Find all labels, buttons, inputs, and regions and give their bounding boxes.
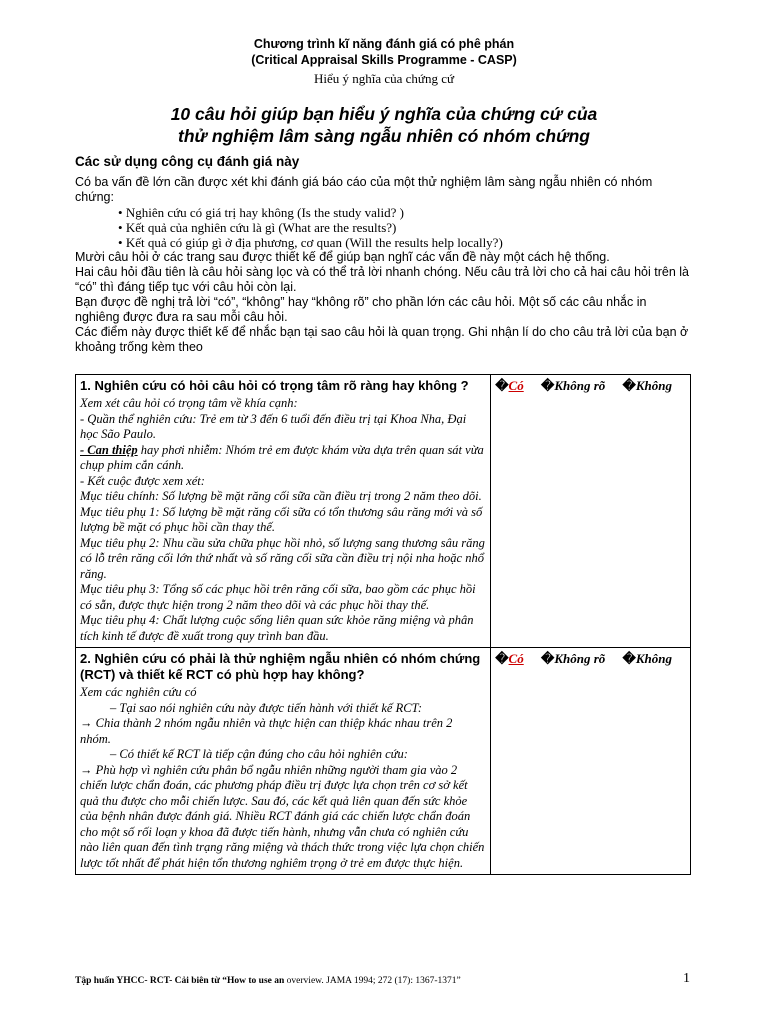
question-row	[76, 375, 691, 648]
answer-unclear[interactable]: �Không rõ	[540, 378, 606, 393]
bullet-item: • Nghiên cứu có giá trị hay không (Is the study valid? )	[75, 205, 690, 220]
answer-options	[495, 378, 686, 394]
checkbox-icon: �	[540, 651, 555, 666]
intro-bullet-list	[75, 205, 690, 250]
answer-yes[interactable]: �Có	[495, 378, 524, 393]
question-title: 1. Nghiên cứu có hỏi câu hỏi có trọng tâm rõ ràng hay không ?	[80, 378, 469, 393]
prompt-line: – Có thiết kế RCT là tiếp cận đúng cho câu hỏi nghiên cứu:	[110, 747, 408, 761]
answer-no[interactable]: �Không	[622, 378, 672, 393]
checkbox-icon: �	[495, 378, 509, 393]
checkbox-icon: �	[622, 651, 636, 666]
question-prompts	[80, 685, 486, 871]
prompt-line: Mục tiêu phụ 2: Nhu cầu sửa chữa phục hồi nhỏ, số lượng sang thương sâu răng có lỗ trên răng cối lớn thứ nhất và số răng cối sữa cần điều trị nội nha hoặc nhổ răng.	[80, 535, 485, 581]
bullet-item: • Kết quả của nghiên cứu là gì (What are the results?)	[75, 220, 690, 235]
question-title: 2. Nghiên cứu có phải là thử nghiệm ngẫu nhiên có nhóm chứng (RCT) và thiết kế RCT có phù hợp hay không?	[80, 651, 481, 682]
program-title-en: (Critical Appraisal Skills Programme - CASP)	[251, 53, 517, 67]
title-line-1: 10 câu hỏi giúp bạn hiểu ý nghĩa của chứng cứ của	[170, 104, 598, 124]
answer-cell	[491, 648, 691, 875]
answer-no[interactable]: �Không	[622, 651, 672, 666]
prompt-line: Mục tiêu chính: Số lượng bề mặt răng cối sữa cần điều trị trong 2 năm theo dõi.	[80, 489, 482, 503]
prompt-line: - Quần thể nghiên cứu: Trẻ em từ 3 đến 6 tuổi đến điều trị tại Khoa Nha, Đại học São Paulo.	[80, 411, 467, 441]
checkbox-icon: �	[622, 378, 636, 393]
program-subtitle: Hiểu ý nghĩa của chứng cứ	[313, 71, 455, 86]
prompt-line: – Tại sao nói nghiên cứu này được tiến hành với thiết kế RCT:	[110, 700, 423, 715]
prompt-line: - Kết cuộc được xem xét:	[80, 473, 205, 488]
prompt-line: → Phù hợp vì nghiên cứu phân bổ ngẫu nhiên những người tham gia vào 2 chiến lược chẩn đoán, các phương pháp điều trị được lựa chọn trên cơ sở kết quả thu được cho mỗi chiến lược. Sau đó, các kết quả liên quan đến sức khỏe của bệnh nhân được đánh giá. Nhiều RCT đánh giá các chiến lược chẩn đoán cho một số rối loạn y khoa đã được tiến hành, nhưng vẫn chưa có nghiên cứu nào liên quan đến tình trạng răng miệng và thách thức trong việc lựa chọn chiến lược tốt nhất để phát hiện tổn thương nghiêm trọng ở trẻ em được thực hiện.	[80, 762, 485, 870]
intervention-text: hay phơi nhiễm: Nhóm trẻ em được khám vừa dựa trên quan sát vừa chụp phim cắn cánh.	[80, 442, 484, 472]
checkbox-icon: �	[495, 651, 509, 666]
prompt-line: Xem các nghiên cứu có	[80, 685, 197, 699]
answer-unclear[interactable]: �Không rõ	[540, 651, 606, 666]
bullet-item: • Kết quả có giúp gì ở địa phương, cơ quan (Will the results help locally?)	[75, 235, 690, 250]
intro-paragraph-4: Bạn được đề nghị trả lời “có”, “không” hay “không rõ” cho phần lớn các câu hỏi. Một số các câu nhắc in nghiêng được đưa ra sau mỗi câu hỏi.	[75, 295, 647, 324]
prompt-line: → Chia thành 2 nhóm ngẫu nhiên và thực hiện can thiệp khác nhau trên 2 nhóm.	[80, 716, 453, 746]
question-row	[76, 648, 691, 875]
document-title	[0, 103, 768, 147]
footer-bold-text: Tập huấn YHCC- RCT- Cải biên từ “How to use an	[75, 976, 285, 986]
question-cell	[76, 375, 491, 648]
page-number: 1	[683, 971, 690, 986]
intro-paragraph-3: Hai câu hỏi đầu tiên là câu hỏi sàng lọc và có thể trả lời nhanh chóng. Nếu câu trả lời cho cả hai câu hỏi trên là “có” thì đáng tiếp tục với câu hỏi còn lại.	[75, 265, 689, 294]
intro-paragraph-2: Mười câu hỏi ở các trang sau được thiết kế để giúp bạn nghĩ các vấn đề này một cách hệ thống.	[75, 250, 610, 264]
footer-text: overview. JAMA 1994; 272 (17): 1367-1371”	[284, 976, 461, 986]
prompt-line: Mục tiêu phụ 3: Tổng số các phục hồi trên răng cối sữa, bao gồm các phục hồi có sẵn, được thực hiện trong 2 năm theo dõi và các phục hồi thay thế.	[80, 582, 476, 612]
prompt-line	[80, 443, 486, 474]
questions-table	[75, 374, 691, 875]
program-title-vi: Chương trình kĩ năng đánh giá có phê phán	[253, 37, 515, 51]
intro-paragraph-5: Các điểm này được thiết kế để nhắc bạn tại sao câu hỏi là quan trọng. Ghi nhận lí do cho câu trả lời của bạn ở khoảng trống kèm theo	[75, 325, 689, 354]
intervention-label: - Can thiệp	[80, 442, 138, 457]
question-cell	[76, 648, 491, 875]
checkbox-icon: �	[540, 378, 555, 393]
prompt-line: Mục tiêu phụ 4: Chất lượng cuộc sống liên quan sức khỏe răng miệng và phân tích kinh tế được đề xuất trong quy trình ban đầu.	[80, 613, 474, 643]
section-heading: Các sử dụng công cụ đánh giá này	[75, 154, 300, 169]
title-line-2: thử nghiệm lâm sàng ngẫu nhiên có nhóm chứng	[178, 126, 590, 146]
answer-cell	[491, 375, 691, 648]
prompt-line: Xem xét câu hỏi có trọng tâm về khía cạnh:	[80, 396, 298, 410]
intro-paragraph-1: Có ba vấn đề lớn cần được xét khi đánh giá báo cáo của một thử nghiệm lâm sàng ngẫu nhiên có nhóm chứng:	[75, 175, 653, 204]
page-footer	[75, 976, 461, 986]
prompt-line: Mục tiêu phụ 1: Số lượng bề mặt răng cối sữa có tổn thương sâu răng mới và số lượng bề mặt có phục hồi cần thay thế.	[80, 504, 483, 534]
answer-options	[495, 651, 686, 667]
question-prompts	[80, 396, 486, 644]
answer-yes[interactable]: �Có	[495, 651, 524, 666]
intro-text	[75, 175, 690, 355]
